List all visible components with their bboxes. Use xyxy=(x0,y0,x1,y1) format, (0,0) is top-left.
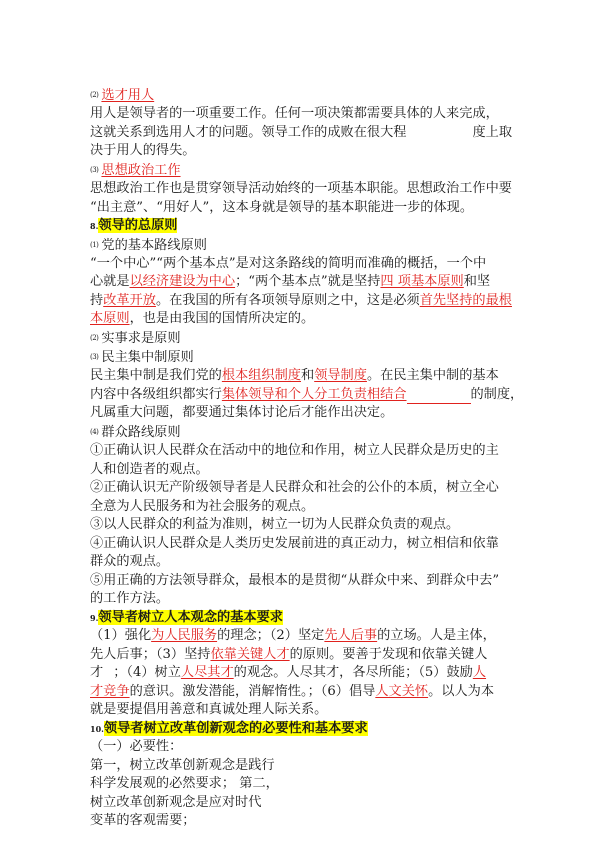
paragraph-line xyxy=(90,367,542,386)
section-number: 9. xyxy=(90,612,99,623)
paragraph-line: 思想政治工作也是贯穿领导活动始终的一项基本职能。思想政治工作中要 xyxy=(90,181,512,196)
key-phrase: 为人民服务 xyxy=(151,628,218,643)
list-item-5: ⑤用正确的方法领导群众，最根本的是贯彻“从群众中来、到群众中去” xyxy=(90,572,500,588)
section-heading-9 xyxy=(90,609,542,628)
text-run: 先人后事；（3）坚持 xyxy=(90,646,211,662)
list-item-5-cont: 的工作方法。 xyxy=(90,591,170,606)
text-run: 民主集中制是我们党的 xyxy=(90,368,222,384)
key-phrase: 人尽其才 xyxy=(180,665,234,680)
section-number: 10. xyxy=(90,723,104,734)
document-body xyxy=(90,86,542,831)
key-phrase: 人 xyxy=(472,665,487,680)
item-number: (4) xyxy=(90,427,99,436)
paragraph-line xyxy=(90,124,542,143)
text-run: 心就是 xyxy=(90,274,130,290)
paragraph-line xyxy=(90,627,542,646)
paragraph-line xyxy=(90,273,542,292)
subheading-p4 xyxy=(90,423,542,442)
key-phrase: 集体领导和个人分工负责相结合 xyxy=(221,386,407,402)
text-run: ，也是由我国的国情所决定的。 xyxy=(129,311,315,327)
section-heading-8 xyxy=(90,217,542,236)
key-phrase: 人文关怀 xyxy=(375,683,429,699)
paragraph-line: “出主意”、“用好人”，这本身就是领导的基本职能进一步的体现。 xyxy=(90,199,474,215)
text-run: ；（4）树立 xyxy=(113,665,181,680)
text-run: （1）强化 xyxy=(90,628,152,643)
text-run: 持 xyxy=(90,292,104,308)
item-number: (2) xyxy=(90,333,99,342)
key-phrase: 四 项基本原则 xyxy=(380,274,464,290)
subheading-p1 xyxy=(90,236,542,255)
text-run: 和 xyxy=(301,368,315,384)
section-title: 领导者树立人本观念的基本要求 xyxy=(98,609,283,625)
key-phrase: 以经济建设为中心 xyxy=(129,274,236,290)
subheading-title: 民主集中制原则 xyxy=(101,349,194,365)
list-item-2-cont: 全意为人民服务和为社会服务的观点。 xyxy=(90,498,315,514)
text-run: 的理念；（2）坚定 xyxy=(217,628,325,643)
item-number: (3) xyxy=(90,165,99,174)
subheading-sixiang xyxy=(90,161,542,180)
text-run: 和坚 xyxy=(463,274,491,290)
paragraph-line xyxy=(90,646,542,665)
paragraph-line: “一个中心”“两个基本点”是对这条路线的简明而准确的概括，一个中 xyxy=(90,255,487,271)
item-number: (1) xyxy=(90,240,99,249)
text-run: 的制度， xyxy=(470,386,524,402)
paragraph-line xyxy=(90,310,542,329)
underline-blank xyxy=(407,389,471,404)
key-phrase: 依靠关键人才 xyxy=(210,646,290,662)
key-phrase: 领导制度 xyxy=(314,368,367,384)
list-item-4: ④正确认识人民群众是人类历史发展前进的真正动力，树立相信和依靠 xyxy=(90,535,499,551)
text-run: 度上取 xyxy=(472,124,513,140)
subheading-xuancai xyxy=(90,86,542,105)
key-phrase: 改革开放 xyxy=(103,292,156,308)
paragraph-line xyxy=(90,664,542,683)
text-run: 。在民主集中制的基本 xyxy=(366,368,499,384)
list-item-1-cont: 人和创造者的观点。 xyxy=(90,461,209,477)
paragraph-line: 就是要提倡用善意和真诚处理人际关系。 xyxy=(90,702,328,717)
list-item-2: ②正确认识无产阶级领导者是人民群众和社会的公仆的本质，树立全心 xyxy=(90,480,499,495)
key-phrase: 才竞争 xyxy=(90,683,130,699)
key-phrase: 根本组织制度 xyxy=(221,368,301,384)
text-run: 的意识。激发潜能，消解惰性。；（6）倡导 xyxy=(129,683,376,699)
text-run: 。以人为本 xyxy=(428,683,495,699)
list-item-4-cont: 群众的观点。 xyxy=(90,554,170,569)
text-run: 这就关系到选用人才的问题。领导工作的成败在很大程 xyxy=(90,124,407,140)
paragraph-line: 凡属重大问题，都要通过集体讨论后才能作出决定。 xyxy=(90,405,394,421)
subheading-p2 xyxy=(90,329,542,348)
key-phrase: 先人后事 xyxy=(324,628,378,643)
text-run: 内容中各级组织都实行 xyxy=(90,386,222,402)
section-heading-10 xyxy=(90,720,542,739)
text-run: 的原则。要善于发现和依靠关键人 xyxy=(289,646,488,662)
text-run: ；“两个基本点”就是坚持 xyxy=(235,274,381,290)
subheading-title: 实事求是原则 xyxy=(101,330,181,346)
key-phrase: 本原则 xyxy=(90,311,130,327)
text-run: 的立场。人是主体， xyxy=(377,628,496,643)
section-title: 领导的总原则 xyxy=(98,218,178,233)
list-item-1: ①正确认识人民群众在活动中的地位和作用，树立人民群众是历史的主 xyxy=(90,443,499,458)
subheading-p3 xyxy=(90,348,542,367)
item-number: (3) xyxy=(90,353,99,361)
paragraph-line: 变革的客观需要； xyxy=(90,813,196,828)
subheading-title: 选才用人 xyxy=(101,87,155,103)
subheading-title: 群众路线原则 xyxy=(101,424,181,440)
subheading-title: 党的基本路线原则 xyxy=(101,237,207,253)
text-run: 才 xyxy=(90,665,104,680)
text-run: 的观念。人尽其才，各尽所能；（5）鼓励 xyxy=(233,665,473,680)
item-number: (2) xyxy=(90,91,99,99)
paragraph-line: 决于用人的得失。 xyxy=(90,143,196,159)
subheading-title: 思想政治工作 xyxy=(101,162,181,178)
paragraph-line: 科学发展观的必然要求； 第二， xyxy=(90,776,279,791)
paragraph-line xyxy=(90,386,542,405)
paragraph-line: 第一，树立改革创新观念是践行 xyxy=(90,757,275,773)
text-run: 。在我国的所有各项领导原则之中，这是必须 xyxy=(155,292,420,308)
section-title: 领导者树立改革创新观念的必要性和基本要求 xyxy=(103,720,368,736)
section-number: 8. xyxy=(90,221,99,231)
paragraph-line xyxy=(90,292,542,311)
key-phrase: 首先坚持的最根 xyxy=(419,292,512,308)
list-item-3: ③以人民群众的利益为准则，树立一切为人民群众负责的观点。 xyxy=(90,517,460,532)
paragraph-line: 用人是领导者的一项重要工作。任何一项决策都需要具体的人来完成， xyxy=(90,106,499,122)
subheading-necessity: （一）必要性： xyxy=(90,739,183,754)
paragraph-line xyxy=(90,683,542,702)
paragraph-line: 树立改革创新观念是应对时代 xyxy=(90,794,262,810)
